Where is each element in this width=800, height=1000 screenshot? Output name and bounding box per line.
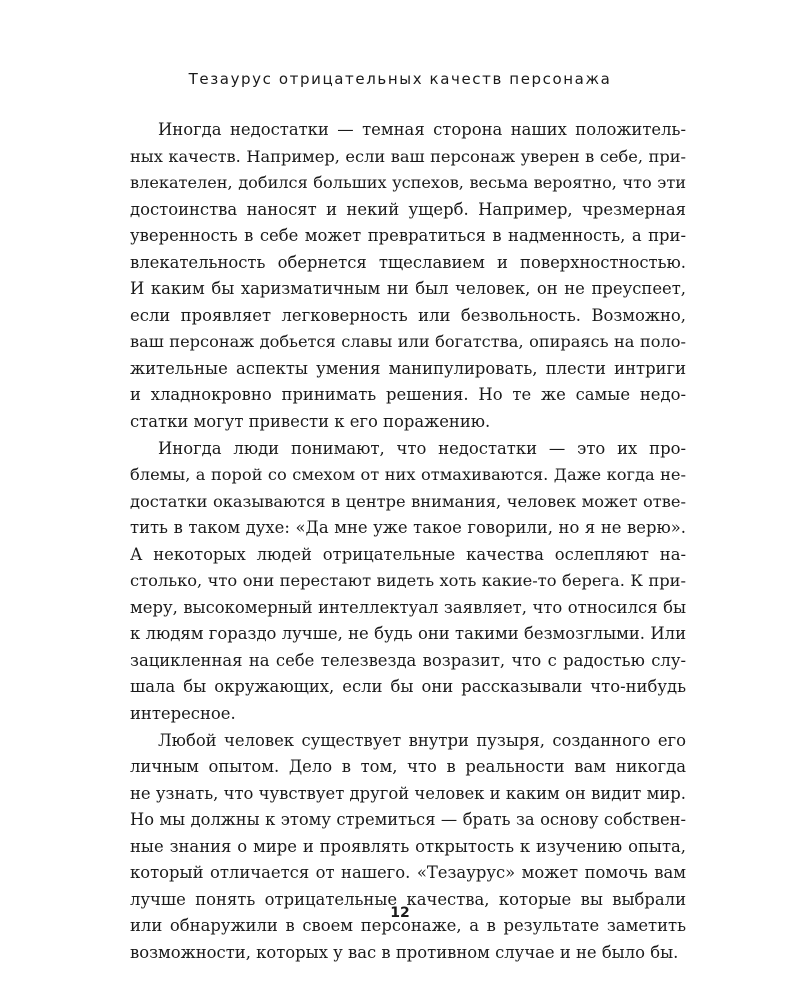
text-line: достатки оказываются в центре внимания, человек может отве- [130, 491, 686, 511]
text-line: ных качеств. Например, если ваш персонаж уверен в себе, при- [130, 146, 686, 166]
text-line: столько, что они перестают видеть хоть какие-то берега. К при- [130, 571, 686, 591]
text-line: Иногда люди понимают, что недостатки — это их про- [158, 438, 686, 458]
text-line: Любой человек существует внутри пузыря, созданного его [158, 730, 686, 750]
text-line: не узнать, что чувствует другой человек и каким он видит мир. [130, 783, 686, 803]
text-line: Иногда недостатки — темная сторона наших положитель- [158, 120, 686, 139]
text-line: личным опытом. Дело в том, что в реальности вам никогда [130, 757, 686, 777]
text-line: меру, высокомерный интеллектуал заявляет, что относился бы [130, 597, 686, 617]
running-header: Тезаурус отрицательных качеств персонажа [188, 70, 612, 88]
text-line: статки могут привести к его поражению. [130, 412, 491, 432]
text-line: зацикленная на себе телезвезда возразит, что с радостью слу- [130, 650, 686, 670]
text-line: шала бы окружающих, если бы они рассказывали что-нибудь [130, 677, 686, 697]
text-line: И каким бы харизматичным ни был человек, он не преуспеет, [130, 279, 686, 299]
text-line: достоинства наносят и некий ущерб. Например, чрезмерная [130, 199, 686, 219]
text-line: влекателен, добился больших успехов, весьма вероятно, что эти [130, 173, 686, 193]
text-line: уверенность в себе может превратиться в надменность, а при- [130, 226, 686, 246]
text-line: и хладнокровно принимать решения. Но те же самые недо- [130, 385, 686, 405]
text-line: лучше понять отрицательные качества, которые вы выбрали [130, 889, 686, 909]
text-line: ваш персонаж добьется славы или богатства, опираясь на поло- [130, 332, 686, 352]
text-line: к людям гораздо лучше, не будь они такими безмозглыми. Или [130, 624, 686, 644]
text-line: тить в таком духе: «Да мне уже такое говорили, но я не верю». [130, 518, 686, 538]
text-line: блемы, а порой со смехом от них отмахиваются. Даже когда не- [130, 465, 686, 485]
text-line: или обнаружили в своем персонаже, а в результате заметить [130, 916, 686, 936]
text-line: возможности, которых у вас в противном случае и не было бы. [130, 942, 679, 962]
page-number: 12 [390, 905, 410, 921]
text-line: Но мы должны к этому стремиться — брать за основу собствен- [130, 810, 686, 830]
text-line: ные знания о мире и проявлять открытость к изучению опыта, [130, 836, 686, 856]
text-line: интересное. [130, 704, 236, 724]
text-line: А некоторых людей отрицательные качества ослепляют на- [130, 544, 686, 564]
text-line: который отличается от нашего. «Тезаурус» может помочь вам [130, 863, 686, 883]
text-line: жительные аспекты умения манипулировать, плести интриги [130, 358, 686, 378]
text-line: если проявляет легковерность или безвольность. Возможно, [130, 305, 686, 325]
body-text [130, 117, 686, 967]
text-line: влекательность обернется тщеславием и поверхностностью. [130, 252, 686, 272]
